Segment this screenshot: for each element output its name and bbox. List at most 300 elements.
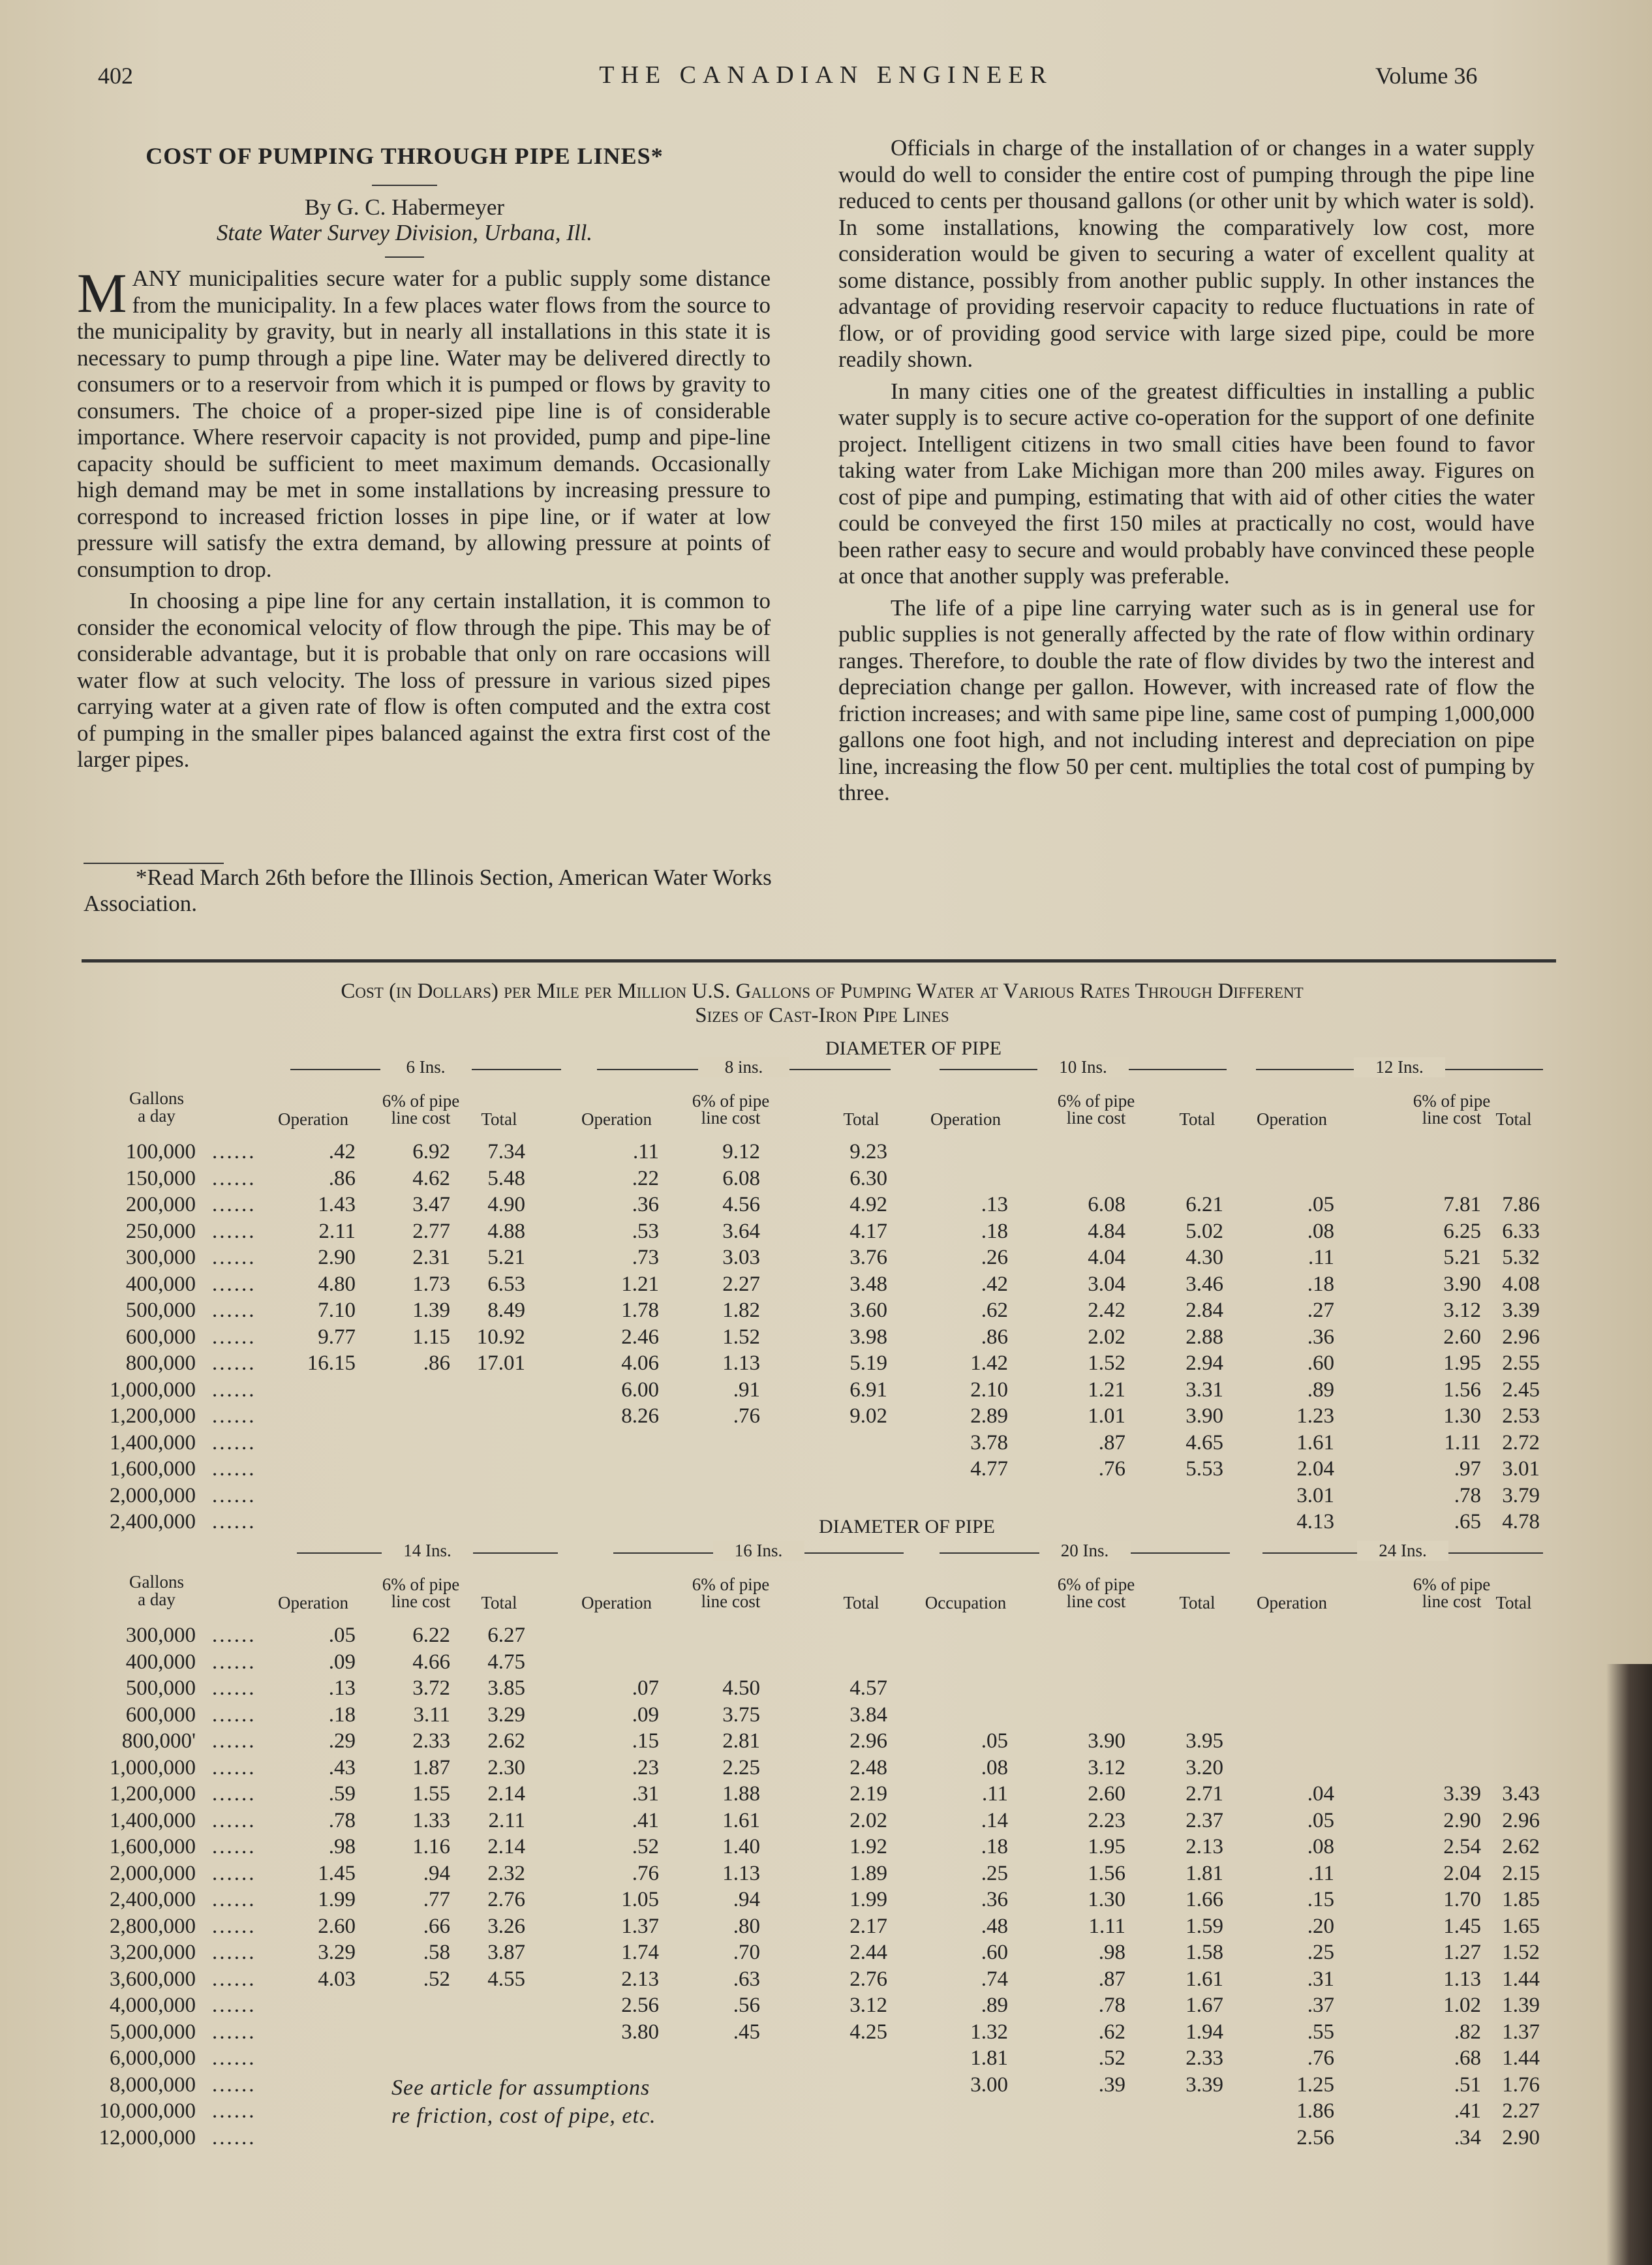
- pipe-cost-header: 6% of pipe: [382, 1091, 460, 1111]
- table-cell: 7.86: [1502, 1193, 1540, 1216]
- table-cell: .13: [328, 1676, 356, 1700]
- table-cell: .08: [1307, 1835, 1334, 1858]
- table-cell: .20: [1307, 1914, 1334, 1938]
- table-cell: .65: [1454, 1510, 1481, 1533]
- table-cell: 3.01: [1296, 1483, 1334, 1507]
- table-cell: 2.56: [621, 1994, 659, 2017]
- gallons-per-day: 10,000,000: [99, 2099, 196, 2123]
- table-cell: .11: [1308, 1246, 1334, 1269]
- table-cell: 9.02: [849, 1404, 887, 1428]
- row-leader: ......: [212, 1193, 256, 1216]
- table-cell: 3.95: [1185, 1729, 1223, 1753]
- table-cell: .58: [423, 1941, 450, 1964]
- table-cell: .31: [632, 1782, 659, 1806]
- table-cell: 1.02: [1443, 1994, 1481, 2017]
- table-cell: 2.44: [849, 1941, 887, 1964]
- table-cell: .78: [1098, 1994, 1125, 2017]
- table-cell: 2.60: [1088, 1782, 1125, 1806]
- table-cell: 1.65: [1502, 1914, 1540, 1938]
- table-cell: 1.73: [412, 1272, 450, 1296]
- table-cell: 3.87: [487, 1941, 525, 1964]
- gallons-per-day: 8,000,000: [110, 2072, 196, 2097]
- table-cell: 2.23: [1088, 1808, 1125, 1832]
- table-cell: 4.57: [849, 1676, 887, 1700]
- gallons-per-day: 100,000: [125, 1140, 196, 1163]
- table-cell: 4.90: [487, 1193, 525, 1216]
- operation-header: Operation: [1257, 1109, 1327, 1129]
- pipe-cost-header: 6% of pipe: [1057, 1575, 1135, 1594]
- table-cell: 2.11: [488, 1808, 525, 1832]
- gallons-per-day: 2,800,000: [110, 1914, 196, 1938]
- pipe-cost-header: 6% of pipe: [1413, 1575, 1491, 1594]
- table-cell: .59: [328, 1782, 356, 1806]
- operation-header: Operation: [278, 1593, 348, 1612]
- table-cell: .94: [423, 1861, 450, 1885]
- gallons-per-day: 300,000: [125, 1624, 196, 1647]
- table-cell: .34: [1454, 2125, 1481, 2149]
- table-cell: .41: [1454, 2099, 1481, 2123]
- table-cell: 1.13: [722, 1351, 760, 1375]
- gallons-per-day: 800,000: [125, 1351, 196, 1375]
- gallons-per-day: 2,000,000: [110, 1483, 196, 1507]
- table-cell: .55: [1307, 2020, 1334, 2044]
- table-cell: 3.12: [1443, 1299, 1481, 1322]
- table-cell: 2.11: [318, 1219, 356, 1243]
- table-cell: 3.90: [1443, 1272, 1481, 1296]
- group-label: 10 Ins.: [1037, 1057, 1129, 1077]
- table-cell: 3.39: [1443, 1782, 1481, 1806]
- table-cell: 1.66: [1185, 1888, 1223, 1911]
- table-cell: 2.25: [722, 1755, 760, 1780]
- gallons-per-day: 500,000: [125, 1676, 196, 1700]
- gallons-per-day: 600,000: [125, 1325, 196, 1349]
- affiliation-rule: [385, 256, 424, 258]
- table-cell: .94: [733, 1888, 760, 1911]
- pipe-cost-header: 6% of pipe: [1057, 1091, 1135, 1111]
- body-paragraph: MANY municipalities secure water for a public supply some distance from the municipality. In a few places water flows from the source to the municipality by gravity, but in nearly all installations in this state it is necessary to pump through a pipe line. Water may be delivered directly to consumers or to a reservoir from which it is pumped or flows by gravity to consumers. The choice of a proper-sized pipe line is of considerable importance. Where reservoir capacity is not provided, pump and pipe-line capacity should be sufficient to meet maximum demands. Occasionally high demand may be met in some installations by increasing pressure to correspond to increased friction losses in pipe line, or if water at low pressure will satisfy the extra demand, by allowing pressure at points of consumption to drop.: [77, 262, 771, 582]
- row-leader: ......: [212, 1351, 256, 1375]
- table-cell: 2.32: [487, 1861, 525, 1885]
- table-cell: 2.54: [1443, 1835, 1481, 1858]
- group-label: 12 Ins.: [1354, 1057, 1445, 1077]
- table-cell: 4.50: [722, 1676, 760, 1700]
- table-cell: .04: [1307, 1782, 1334, 1806]
- table-cell: 4.92: [849, 1193, 887, 1216]
- table-cell: 3.78: [970, 1430, 1008, 1455]
- row-leader: ......: [212, 1729, 256, 1753]
- table-cell: 3.26: [487, 1914, 525, 1938]
- table-cell: 9.23: [849, 1140, 887, 1163]
- table-cell: 1.94: [1185, 2020, 1223, 2044]
- gallons-per-day: 1,200,000: [110, 1404, 196, 1428]
- row-leader: ......: [212, 1994, 256, 2017]
- total-header: Total: [843, 1109, 880, 1129]
- group-label: 16 Ins.: [713, 1541, 804, 1561]
- table-cell: 1.21: [1088, 1378, 1125, 1402]
- gallons-per-day: 800,000': [121, 1729, 196, 1753]
- table-cell: .86: [981, 1325, 1008, 1349]
- table-cell: 4.56: [722, 1193, 760, 1216]
- table-cell: 3.01: [1502, 1457, 1540, 1481]
- table-cell: .53: [632, 1219, 659, 1243]
- table-cell: 2.48: [849, 1755, 887, 1780]
- drop-cap: M: [77, 262, 127, 324]
- gallons-per-day: 2,400,000: [110, 1888, 196, 1911]
- table-cell: 4.65: [1185, 1430, 1223, 1455]
- table-note-line1: See article for assumptions: [391, 2076, 650, 2100]
- table-cell: 2.33: [412, 1729, 450, 1753]
- table-cell: .07: [632, 1676, 659, 1700]
- table-cell: 4.75: [487, 1650, 525, 1674]
- table-note: [391, 2074, 656, 2130]
- table-cell: .05: [1307, 1193, 1334, 1216]
- table-cell: 4.30: [1185, 1246, 1223, 1269]
- table-cell: 6.08: [722, 1166, 760, 1190]
- table-cell: 1.61: [1296, 1430, 1334, 1455]
- table-cell: 2.17: [849, 1914, 887, 1938]
- row-leader: ......: [212, 2046, 256, 2070]
- table-cell: 1.76: [1502, 2072, 1540, 2097]
- table-cell: 6.27: [487, 1624, 525, 1647]
- table-cell: .15: [632, 1729, 659, 1753]
- table-cell: .11: [1308, 1861, 1334, 1885]
- table-cell: 3.48: [849, 1272, 887, 1296]
- page-number: 402: [98, 63, 133, 89]
- table-cell: 2.33: [1185, 2046, 1223, 2070]
- table-cell: .37: [1307, 1994, 1334, 2017]
- table-cell: .74: [981, 1967, 1008, 1991]
- table-cell: 8.49: [487, 1299, 525, 1322]
- group-label: 8 ins.: [698, 1057, 789, 1077]
- row-leader: ......: [212, 1140, 256, 1163]
- gallons-per-day: 3,600,000: [110, 1967, 196, 1991]
- table-cell: 1.81: [970, 2046, 1008, 2070]
- gallons-per-day: 300,000: [125, 1246, 196, 1269]
- table-cell: 1.61: [722, 1808, 760, 1832]
- table-cell: .11: [632, 1140, 659, 1163]
- table-cell: 1.23: [1296, 1404, 1334, 1428]
- row-leader: ......: [212, 1404, 256, 1428]
- table-cell: 1.59: [1185, 1914, 1223, 1938]
- table-cell: .76: [733, 1404, 760, 1428]
- table-cell: .36: [1307, 1325, 1334, 1349]
- table-cell: .80: [733, 1914, 760, 1938]
- table-cell: 2.10: [970, 1378, 1008, 1402]
- table-cell: .97: [1454, 1457, 1481, 1481]
- table-cell: 4.66: [412, 1650, 450, 1674]
- footnote-rule: [84, 863, 224, 864]
- table-cell: 4.55: [487, 1967, 525, 1991]
- table-cell: 2.31: [412, 1246, 450, 1269]
- table-cell: 2.77: [412, 1219, 450, 1243]
- table-cell: 6.30: [849, 1166, 887, 1190]
- row-leader: ......: [212, 2020, 256, 2044]
- operation-header: Operation: [581, 1593, 652, 1612]
- table-cell: 2.37: [1185, 1808, 1223, 1832]
- table-cell: 3.46: [1185, 1272, 1223, 1296]
- pipe-cost-header: line cost: [701, 1108, 761, 1128]
- table-cell: .43: [328, 1755, 356, 1780]
- table-cell: 7.34: [487, 1140, 525, 1163]
- gallons-per-day: 600,000: [125, 1703, 196, 1727]
- table-cell: 2.88: [1185, 1325, 1223, 1349]
- table-cell: 6.91: [849, 1378, 887, 1402]
- table-cell: .36: [632, 1193, 659, 1216]
- table-cell: 2.19: [849, 1782, 887, 1806]
- table-cell: 5.21: [487, 1246, 525, 1269]
- table-cell: 4.13: [1296, 1510, 1334, 1533]
- table-cell: 2.27: [1502, 2099, 1540, 2123]
- table-cell: 2.60: [1443, 1325, 1481, 1349]
- table-cell: 1.44: [1502, 2046, 1540, 2070]
- table-cell: 4.17: [849, 1219, 887, 1243]
- right-column: [838, 135, 1535, 812]
- table-cell: .77: [423, 1888, 450, 1911]
- table-cell: 2.56: [1296, 2125, 1334, 2149]
- table-cell: 1.15: [412, 1325, 450, 1349]
- table-cell: 4.88: [487, 1219, 525, 1243]
- table-cell: .27: [1307, 1299, 1334, 1322]
- table-cell: .13: [981, 1193, 1008, 1216]
- table-cell: .91: [733, 1378, 760, 1402]
- table-cell: .89: [981, 1994, 1008, 2017]
- table-cell: 3.84: [849, 1703, 887, 1727]
- body-paragraph: In choosing a pipe line for any certain installation, it is common to consider the economical velocity of flow through the pipe. This may be of considerable advantage, but it is probable that only on rare occasions will water flow at such velocity. The loss of pressure in various sized pipes carrying water at a given rate of flow is often computed and the extra cost of pumping in the smaller pipes balanced against the extra first cost of the larger pipes.: [77, 588, 771, 772]
- table-cell: 1.88: [722, 1782, 760, 1806]
- table-cell: .25: [981, 1861, 1008, 1885]
- table-cell: 1.43: [318, 1193, 356, 1216]
- table-cell: 3.79: [1502, 1483, 1540, 1507]
- title-rule: [372, 185, 437, 186]
- table-cell: 1.87: [412, 1755, 450, 1780]
- table-cell: .09: [328, 1650, 356, 1674]
- row-leader: ......: [212, 1782, 256, 1806]
- table-cell: 3.03: [722, 1246, 760, 1269]
- table-cell: .08: [1307, 1219, 1334, 1243]
- table-cell: 5.53: [1185, 1457, 1223, 1481]
- table-cell: 1.42: [970, 1351, 1008, 1375]
- table-cell: 3.72: [412, 1676, 450, 1700]
- table-cell: 1.81: [1185, 1861, 1223, 1885]
- gallons-per-day: 2,000,000: [110, 1861, 196, 1885]
- table-cell: 2.84: [1185, 1299, 1223, 1322]
- gallons-per-day: 400,000: [125, 1272, 196, 1296]
- table-cell: 5.19: [849, 1351, 887, 1375]
- table-cell: 1.70: [1443, 1888, 1481, 1911]
- gallons-per-day: 1,000,000: [110, 1378, 196, 1402]
- table-cell: .14: [981, 1808, 1008, 1832]
- table-cell: 3.98: [849, 1325, 887, 1349]
- table-cell: .51: [1454, 2072, 1481, 2097]
- table-cell: 1.32: [970, 2020, 1008, 2044]
- table-cell: 1.21: [621, 1272, 659, 1296]
- table-cell: 4.78: [1502, 1510, 1540, 1533]
- table-cell: 1.56: [1443, 1378, 1481, 1402]
- table-cell: 4.77: [970, 1457, 1008, 1481]
- table-cell: .68: [1454, 2046, 1481, 2070]
- table-cell: 1.33: [412, 1808, 450, 1832]
- table-cell: .09: [632, 1703, 659, 1727]
- table-cell: 4.25: [849, 2020, 887, 2044]
- gallons-per-day: 3,200,000: [110, 1941, 196, 1964]
- row-leader: ......: [212, 1861, 256, 1885]
- table-cell: 3.39: [1185, 2072, 1223, 2097]
- table-cell: 1.30: [1088, 1888, 1125, 1911]
- row-leader: ......: [212, 1219, 256, 1243]
- table-cell: 9.12: [722, 1140, 760, 1163]
- total-header: Total: [1179, 1593, 1216, 1612]
- table-cell: 8.26: [621, 1404, 659, 1428]
- article-author: By G. C. Habermeyer: [304, 194, 505, 220]
- table-cell: 5.48: [487, 1166, 525, 1190]
- row-leader: ......: [212, 1272, 256, 1296]
- table-cell: 2.13: [1185, 1835, 1223, 1858]
- pipe-cost-header: 6% of pipe: [1413, 1091, 1491, 1111]
- table-cell: 2.13: [621, 1967, 659, 1991]
- pipe-cost-header: line cost: [391, 1592, 451, 1611]
- table-cell: 2.71: [1185, 1782, 1223, 1806]
- table-cell: 2.90: [1502, 2125, 1540, 2149]
- diameter-label-upper: DIAMETER OF PIPE: [825, 1038, 1002, 1059]
- table-cell: 6.92: [412, 1140, 450, 1163]
- gallons-per-day: 1,200,000: [110, 1782, 196, 1806]
- table-cell: 1.13: [722, 1861, 760, 1885]
- table-cell: 3.80: [621, 2020, 659, 2044]
- table-cell: 3.11: [413, 1703, 450, 1727]
- table-cell: 4.08: [1502, 1272, 1540, 1296]
- table-cell: .05: [981, 1729, 1008, 1753]
- table-cell: 3.00: [970, 2072, 1008, 2097]
- table-cell: .31: [1307, 1967, 1334, 1991]
- row-leader: ......: [212, 2099, 256, 2123]
- gallons-per-day: 150,000: [125, 1166, 196, 1190]
- table-cell: 2.02: [1088, 1325, 1125, 1349]
- aday-header: a day: [138, 1590, 176, 1609]
- table-cell: 3.29: [487, 1703, 525, 1727]
- table-cell: 3.75: [722, 1703, 760, 1727]
- volume-label: Volume 36: [1375, 63, 1478, 89]
- group-label: 20 Ins.: [1039, 1541, 1131, 1561]
- table-cell: 2.02: [849, 1808, 887, 1832]
- table-cell: 2.89: [970, 1404, 1008, 1428]
- table-note-line2: re friction, cost of pipe, etc.: [391, 2104, 656, 2128]
- pipe-cost-header: line cost: [391, 1108, 451, 1128]
- table-cell: 2.62: [487, 1729, 525, 1753]
- table-cell: 1.82: [722, 1299, 760, 1322]
- table-cell: .23: [632, 1755, 659, 1780]
- row-leader: ......: [212, 1941, 256, 1964]
- table-cell: .36: [981, 1888, 1008, 1911]
- table-cell: .18: [981, 1219, 1008, 1243]
- table-cell: 2.45: [1502, 1378, 1540, 1402]
- table-cell: 4.03: [318, 1967, 356, 1991]
- row-leader: ......: [212, 1703, 256, 1727]
- gallons-per-day: 4,000,000: [110, 1994, 196, 2017]
- row-leader: ......: [212, 1325, 256, 1349]
- table-cell: 17.01: [476, 1351, 525, 1375]
- row-leader: ......: [212, 1166, 256, 1190]
- table-cell: 2.96: [1502, 1325, 1540, 1349]
- table-cell: 4.80: [318, 1272, 356, 1296]
- table-cell: 1.11: [1444, 1430, 1481, 1455]
- table-cell: .87: [1098, 1430, 1125, 1455]
- gallons-per-day: 1,600,000: [110, 1835, 196, 1858]
- table-cell: .05: [328, 1624, 356, 1647]
- table-caption: Cost (in Dollars) per Mile per Million U.S. Gallons of Pumping Water at Various Rates Through Different: [341, 979, 1304, 1003]
- total-header: Total: [1495, 1593, 1532, 1612]
- table-cell: .82: [1454, 2020, 1481, 2044]
- operation-header: Occupation: [925, 1593, 1007, 1612]
- table-cell: .62: [981, 1299, 1008, 1322]
- table-cell: 3.39: [1502, 1299, 1540, 1322]
- gallons-per-day: 2,400,000: [110, 1510, 196, 1533]
- table-cell: 1.74: [621, 1941, 659, 1964]
- total-header: Total: [1495, 1109, 1532, 1129]
- gallons-per-day: 5,000,000: [110, 2020, 196, 2044]
- gallons-per-day: 6,000,000: [110, 2046, 196, 2070]
- table-cell: 2.62: [1502, 1835, 1540, 1858]
- body-paragraph: The life of a pipe line carrying water such as is in general use for public supplies is not generally affected by the rate of flow within ordinary ranges. Therefore, to double the rate of flow divides by two the interest and depreciation change per gallon. However, with increased rate of flow the friction increases; and with same pipe line, same cost of pumping 1,000,000 gallons one foot high, and not including interest and depreciation on pipe line, increasing the flow 50 per cent. multiplies the total cost of pumping by three.: [838, 594, 1535, 805]
- table-cell: 1.95: [1443, 1351, 1481, 1375]
- table-cell: .87: [1098, 1967, 1125, 1991]
- table-cell: 2.96: [849, 1729, 887, 1753]
- table-cell: 5.21: [1443, 1246, 1481, 1269]
- table-cell: .52: [632, 1835, 659, 1858]
- table-cell: .42: [981, 1272, 1008, 1296]
- pipe-cost-header: line cost: [1066, 1592, 1126, 1611]
- table-cell: .45: [733, 2020, 760, 2044]
- table-cell: .11: [981, 1782, 1008, 1806]
- group-label: 14 Ins.: [382, 1541, 473, 1561]
- total-header: Total: [481, 1593, 517, 1612]
- group-label: 24 Ins.: [1357, 1541, 1448, 1561]
- table-cell: .86: [328, 1166, 356, 1190]
- table-cell: 1.11: [1088, 1914, 1125, 1938]
- operation-header: Operation: [930, 1109, 1001, 1129]
- table-cell: 2.42: [1088, 1299, 1125, 1322]
- row-leader: ......: [212, 2125, 256, 2149]
- table-cell: 3.43: [1502, 1782, 1540, 1806]
- table-cell: 3.12: [849, 1994, 887, 2017]
- table-cell: .98: [328, 1835, 356, 1858]
- pipe-cost-header: line cost: [1066, 1108, 1126, 1128]
- table-cell: .05: [1307, 1808, 1334, 1832]
- row-leader: ......: [212, 1483, 256, 1507]
- row-leader: ......: [212, 1624, 256, 1647]
- table-cell: .78: [1454, 1483, 1481, 1507]
- total-header: Total: [1179, 1109, 1216, 1129]
- total-header: Total: [843, 1593, 880, 1612]
- page-edge-shadow: [1606, 1664, 1652, 2265]
- row-leader: ......: [212, 1650, 256, 1674]
- table-cell: 3.29: [318, 1941, 356, 1964]
- diameter-label-lower: DIAMETER OF PIPE: [818, 1516, 995, 1537]
- gallons-header: Gallons: [129, 1088, 184, 1108]
- left-column: [77, 262, 771, 778]
- table-cell: 6.00: [621, 1378, 659, 1402]
- table-cell: 2.76: [849, 1967, 887, 1991]
- group-label: 6 Ins.: [380, 1057, 472, 1077]
- row-leader: ......: [212, 1676, 256, 1700]
- table-cell: 2.90: [318, 1246, 356, 1269]
- table-cell: 2.04: [1296, 1457, 1334, 1481]
- table-cell: 2.27: [722, 1272, 760, 1296]
- table-cell: 3.31: [1185, 1378, 1223, 1402]
- table-cell: 1.67: [1185, 1994, 1223, 2017]
- table-cell: 3.85: [487, 1676, 525, 1700]
- table-cell: .98: [1098, 1941, 1125, 1964]
- table-cell: 2.04: [1443, 1861, 1481, 1885]
